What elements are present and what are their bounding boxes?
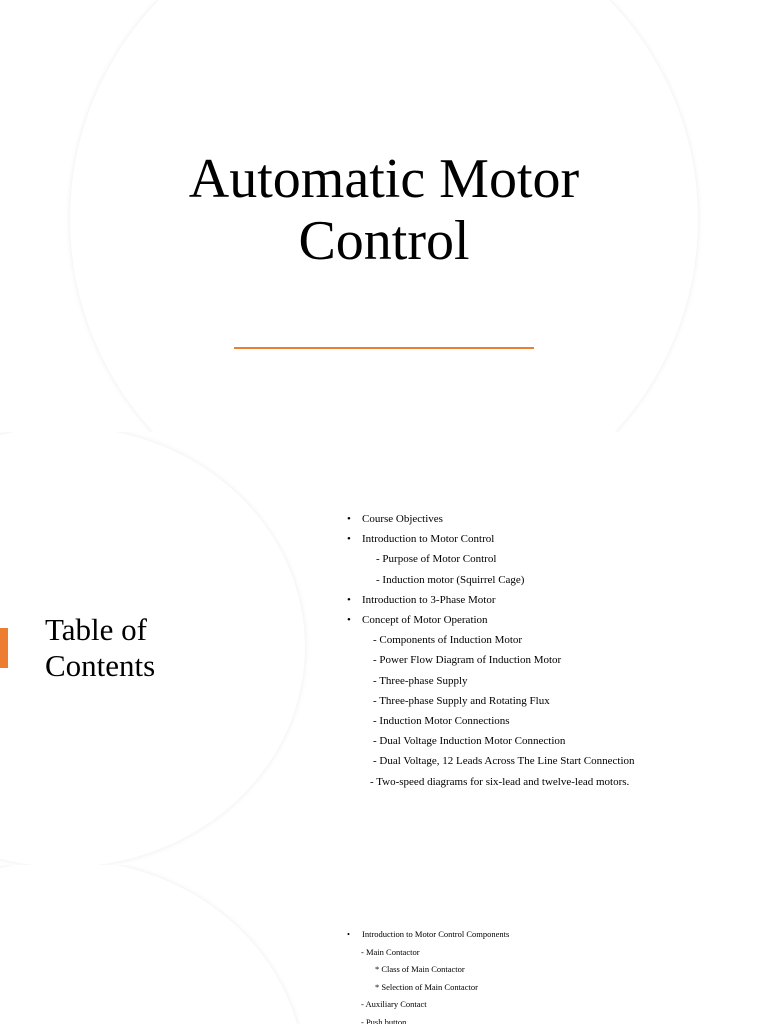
toc2-subitem: - Auxiliary Contact <box>361 999 427 1009</box>
toc-list <box>347 509 635 792</box>
toc-item: • Introduction to 3-Phase Motor <box>347 590 635 610</box>
toc-subitem: - Components of Induction Motor <box>373 634 523 647</box>
toc-subitem: - Three-phase Supply and Rotating Flux <box>373 694 550 707</box>
toc2-circle-decoration <box>0 865 305 1024</box>
toc-subitem: - Induction Motor Connections <box>373 715 510 728</box>
slide-table-of-contents-continued <box>0 865 768 1024</box>
toc-subitem: - Dual Voltage Induction Motor Connection <box>373 735 566 748</box>
toc-title: Table of Contents <box>45 612 156 683</box>
toc-item: • Introduction to Motor Control <box>347 529 635 549</box>
toc-subitem: - Dual Voltage, 12 Leads Across The Line Start Connection <box>373 755 635 768</box>
toc-subitem: - Purpose of Motor Control <box>376 553 497 566</box>
toc-item: • Concept of Motor Operation <box>347 610 635 630</box>
toc2-subitem: - Main Contactor <box>361 946 420 957</box>
toc2-item: • Introduction to Motor Control Components <box>347 926 509 944</box>
toc-accent-bar <box>0 628 8 668</box>
toc-subitem: - Three-phase Supply <box>373 674 468 687</box>
toc-subitem: - Two-speed diagrams for six-lead and twelve-lead motors. <box>370 775 630 788</box>
slide-cover <box>0 0 768 432</box>
toc2-subitem: * Selection of Main Contactor <box>375 981 478 992</box>
toc2-subitem: - Push button <box>361 1016 407 1024</box>
toc2-list <box>347 926 509 1024</box>
toc-item: • Course Objectives <box>347 509 635 529</box>
toc2-subitem: * Class of Main Contactor <box>375 964 465 974</box>
toc-subitem: - Power Flow Diagram of Induction Motor <box>373 654 562 667</box>
cover-title: Automatic Motor Control <box>188 148 580 272</box>
slide-table-of-contents <box>0 432 768 865</box>
toc-subitem: - Induction motor (Squirrel Cage) <box>376 573 525 586</box>
cover-accent-rule <box>234 347 534 349</box>
